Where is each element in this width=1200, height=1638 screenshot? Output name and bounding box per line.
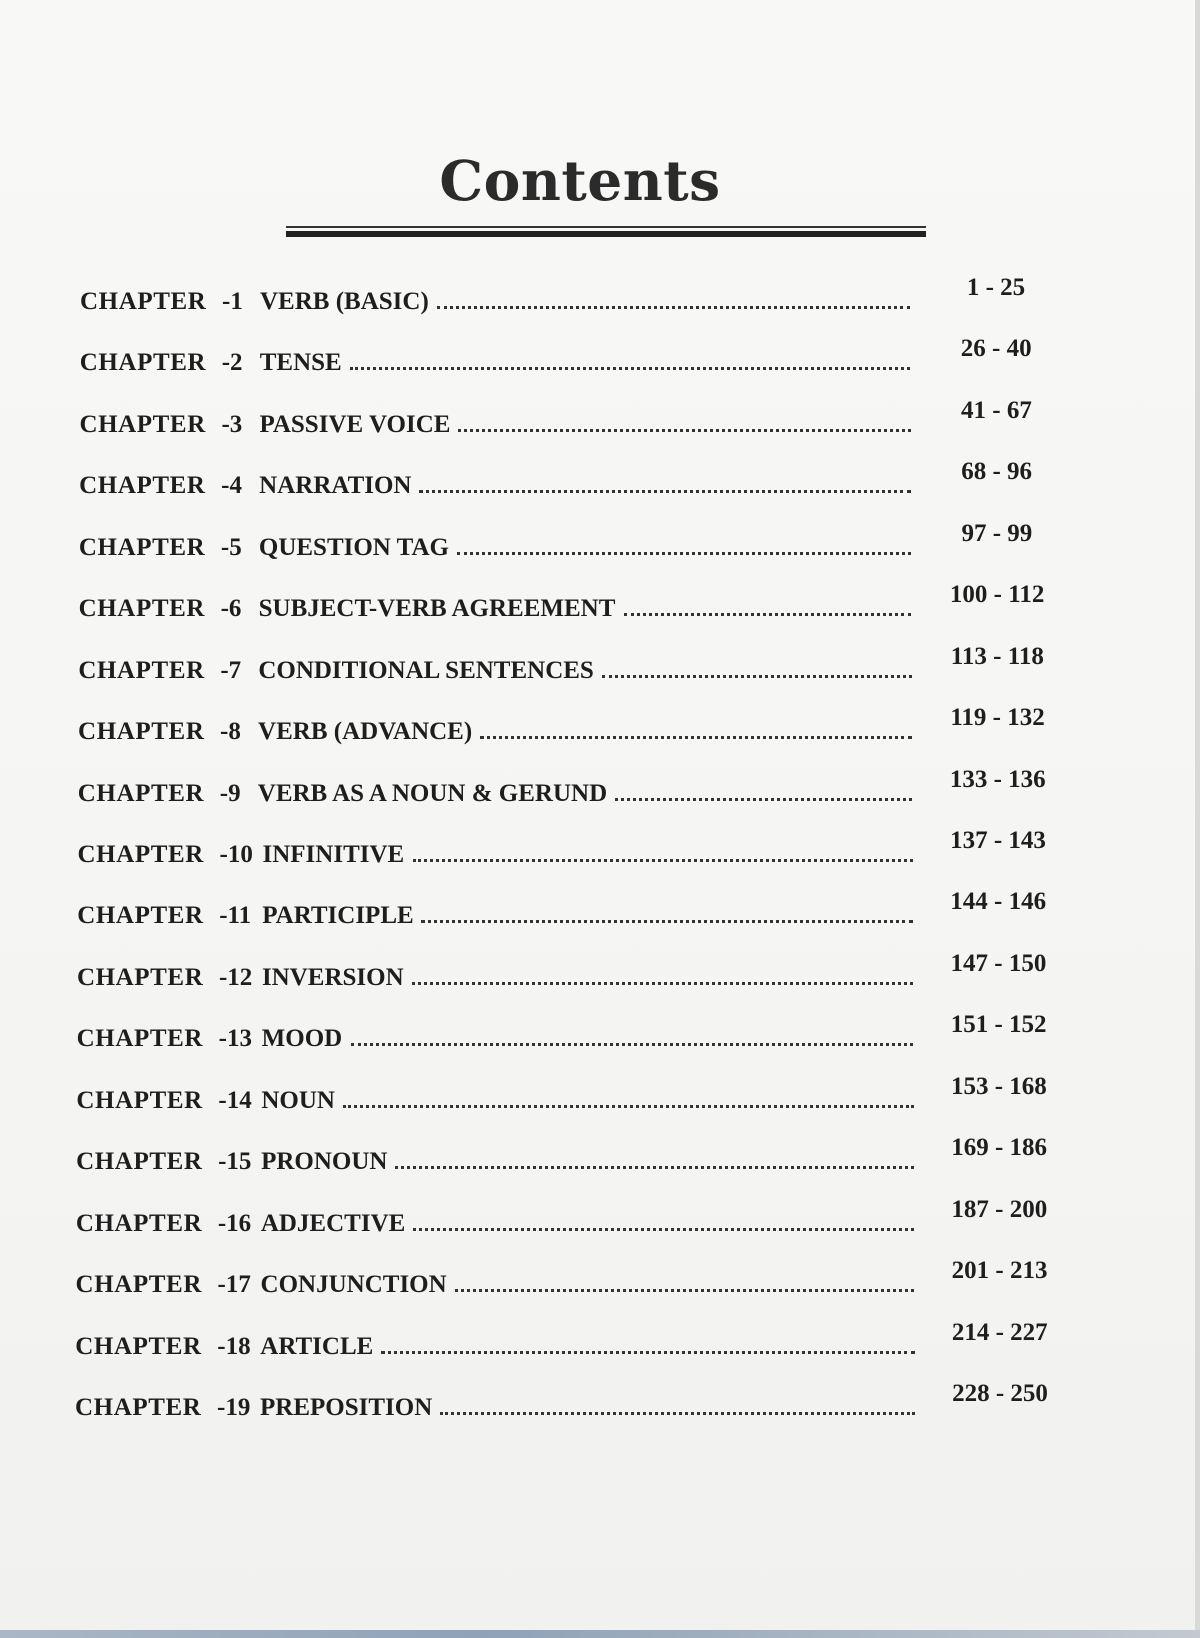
- chapter-title: INVERSION: [261, 963, 404, 991]
- contents-row: [78, 519, 1180, 564]
- chapter-label: CHAPTER: [76, 1025, 204, 1053]
- chapter-title: VERB (ADVANCE): [258, 718, 473, 746]
- chapter-number: -6: [220, 595, 242, 623]
- chapter-title: QUESTION TAG: [258, 533, 449, 561]
- contents-row: [79, 458, 1180, 502]
- chapter-title: ARTICLE: [260, 1332, 374, 1360]
- chapter-label: CHAPTER: [75, 1394, 202, 1421]
- chapter-label: CHAPTER: [78, 533, 206, 561]
- chapter-title: PASSIVE VOICE: [259, 410, 451, 438]
- dot-leader: [455, 1289, 915, 1292]
- chapter-label: CHAPTER: [77, 902, 204, 930]
- dot-leader: [395, 1166, 914, 1169]
- chapter-number: -5: [220, 533, 242, 561]
- page-range: 187 - 200: [951, 1195, 1048, 1223]
- chapter-label: CHAPTER: [75, 1271, 202, 1299]
- chapter-title: SUBJECT-VERB AGREEMENT: [258, 595, 616, 623]
- dot-leader: [615, 798, 912, 801]
- chapter-title: CONJUNCTION: [260, 1271, 447, 1299]
- chapter-label: CHAPTER: [76, 963, 204, 991]
- chapter-number: -19: [217, 1394, 251, 1421]
- contents-row: [76, 949, 1180, 994]
- dot-leader: [437, 306, 910, 309]
- page-range: 144 - 146: [950, 888, 1047, 916]
- chapter-number: -4: [221, 472, 242, 500]
- chapter-title: ADJECTIVE: [260, 1209, 406, 1237]
- chapter-title: PREPOSITION: [260, 1394, 433, 1421]
- chapter-title: INFINITIVE: [262, 841, 405, 868]
- dot-leader: [458, 429, 910, 432]
- dot-leader: [351, 1043, 914, 1046]
- chapter-label: CHAPTER: [78, 718, 205, 746]
- dot-leader: [413, 1228, 914, 1231]
- chapter-title: TENSE: [259, 349, 342, 377]
- chapter-number: -11: [219, 902, 252, 930]
- chapter-label: CHAPTER: [77, 779, 205, 807]
- page-range: 97 - 99: [961, 519, 1033, 547]
- chapter-number: -2: [221, 349, 243, 377]
- chapter-number: -13: [218, 1025, 252, 1053]
- chapter-label: CHAPTER: [80, 288, 207, 315]
- dot-leader: [421, 920, 913, 923]
- dot-leader: [624, 613, 912, 616]
- dot-leader: [381, 1351, 914, 1354]
- chapter-label: CHAPTER: [75, 1209, 203, 1237]
- page-range: 113 - 118: [950, 642, 1044, 670]
- page-range: 100 - 112: [949, 581, 1045, 609]
- dot-leader: [413, 859, 913, 862]
- dot-leader: [419, 490, 911, 493]
- contents-row: [78, 581, 1180, 625]
- contents-row: [76, 1134, 1180, 1178]
- chapter-label: CHAPTER: [76, 1086, 203, 1114]
- chapter-number: -17: [217, 1271, 251, 1299]
- dot-leader: [457, 552, 911, 555]
- chapter-number: -3: [221, 410, 243, 438]
- chapter-title: VERB (BASIC): [260, 288, 429, 315]
- contents-row: [77, 827, 1181, 871]
- page-range: 147 - 150: [950, 949, 1047, 977]
- chapter-label: CHAPTER: [79, 349, 207, 377]
- chapter-label: CHAPTER: [75, 1332, 202, 1360]
- contents-row: [79, 335, 1180, 379]
- chapter-number: -7: [220, 656, 242, 684]
- contents-row: [77, 765, 1180, 810]
- chapter-number: -14: [218, 1086, 252, 1114]
- page-range: 137 - 143: [950, 827, 1046, 854]
- chapter-number: -16: [217, 1209, 252, 1237]
- page-range: 1 - 25: [966, 274, 1026, 301]
- dot-leader: [480, 736, 912, 739]
- page-range: 201 - 213: [951, 1257, 1048, 1285]
- contents-row: [75, 1195, 1180, 1240]
- contents-row: [76, 1011, 1180, 1055]
- page-range: 153 - 168: [950, 1072, 1047, 1100]
- contents-row: [75, 1257, 1180, 1301]
- dot-leader: [440, 1412, 915, 1415]
- chapter-number: -9: [219, 779, 241, 807]
- chapter-label: CHAPTER: [76, 1148, 203, 1176]
- chapter-number: -12: [218, 963, 253, 991]
- dot-leader: [412, 982, 913, 985]
- chapter-label: CHAPTER: [78, 656, 205, 684]
- chapter-label: CHAPTER: [79, 472, 206, 500]
- page-range: 41 - 67: [961, 396, 1032, 424]
- contents-row: [75, 1318, 1180, 1363]
- page-range: 133 - 136: [949, 765, 1046, 793]
- page-range: 26 - 40: [960, 335, 1032, 363]
- dot-leader: [350, 367, 911, 370]
- chapter-label: CHAPTER: [77, 841, 204, 868]
- contents-row: [80, 274, 1180, 318]
- chapter-number: -10: [219, 841, 253, 868]
- page-range: 169 - 186: [951, 1134, 1048, 1162]
- page-range: 151 - 152: [950, 1011, 1047, 1039]
- page-title: Contents: [439, 148, 721, 213]
- dot-leader: [343, 1105, 913, 1108]
- chapter-number: -15: [218, 1148, 252, 1176]
- page-range: 119 - 132: [950, 704, 1045, 732]
- chapter-title: NOUN: [261, 1086, 335, 1114]
- chapter-label: CHAPTER: [78, 595, 206, 623]
- chapter-title: VERB AS A NOUN & GERUND: [257, 779, 608, 807]
- dot-leader: [602, 675, 911, 678]
- page-range: 214 - 227: [951, 1318, 1048, 1346]
- chapter-title: PRONOUN: [261, 1148, 388, 1176]
- contents-row: [75, 1380, 1180, 1424]
- chapter-title: CONDITIONAL SENTENCES: [258, 656, 594, 684]
- contents-row: [76, 1072, 1180, 1117]
- contents-row: [79, 396, 1180, 441]
- page-range: 68 - 96: [961, 458, 1033, 486]
- contents-row: [78, 704, 1180, 748]
- chapter-title: MOOD: [261, 1025, 343, 1053]
- contents-row: [77, 888, 1180, 932]
- chapter-label: CHAPTER: [79, 410, 206, 438]
- chapter-number: -8: [220, 718, 241, 746]
- page-range: 228 - 250: [952, 1380, 1048, 1407]
- chapter-title: PARTICIPLE: [262, 902, 414, 930]
- chapter-number: -1: [222, 288, 243, 315]
- chapter-title: NARRATION: [259, 472, 412, 500]
- chapter-number: -18: [217, 1332, 251, 1360]
- contents-row: [78, 642, 1180, 687]
